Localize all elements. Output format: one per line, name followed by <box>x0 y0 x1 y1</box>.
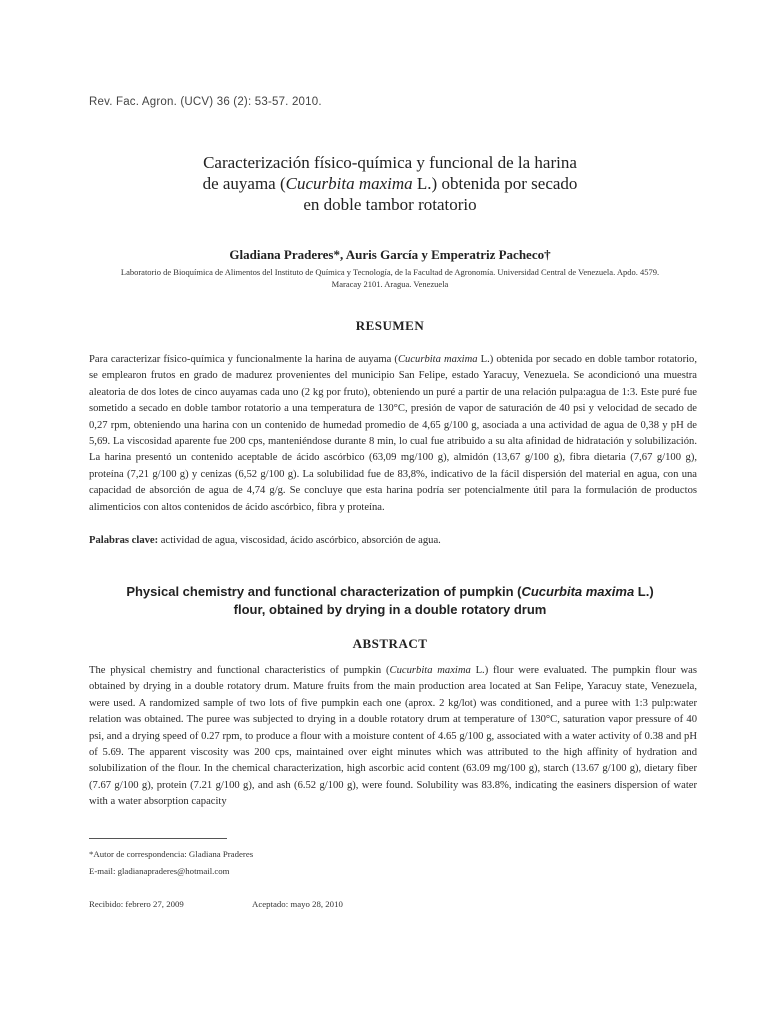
scientific-name: Cucurbita maxima <box>389 665 471 676</box>
resumen-paragraph <box>89 352 697 516</box>
keywords-label: Palabras clave: <box>89 535 159 546</box>
resumen-text: L.) obtenida por secado en doble tambor rotatorio, se emplearon frutos en grado de madurez provenientes del municipio San Felipe, estado Yaracuy, Venezuela. Se acondicionó una muestra aleatoria de dos lotes de cinco auyamas cada uno (2 kg por fruto), obteniendo un puré a partir de una relación pulpa:agua de 1:3. Este puré fue sometido a secado en doble tambor rotatorio a una temperatura de 130°C, presión de vapor de saturación de 40 psi y velocidad de secado de 0,27 rpm, obteniendo una harina con un contenido de humedad promedio de 4,65 g/100 g, asociada a una actividad de agua de 0,38 y pH de 5,69. La viscosidad aparente fue 200 cps, manteniéndose durante 8 min, lo cual fue atribuido a su alta afinidad de hidratación y solubilización. La harina presentó un contenido aceptable de ácido ascórbico (63,09 mg/100 g), almidón (13,67 g/100 g), fibra dietaria (7,67 g/100 g), proteína (7,21 g/100 g) y cenizas (6,52 g/100 g). La solubilidad fue de 83,8%, indicativo de la fácil dispersión del material en agua, con una capacidad de absorción de agua de 4,74 g/g. Se concluye que esta harina podría ser potencialmente útil para la formulación de productos alimenticios con altos contenidos de ácido ascórbico, fibra y proteína. <box>89 354 697 513</box>
affiliation: Laboratorio de Bioquímica de Alimentos del Instituto de Química y Tecnología, de la Facultad de Agronomía. Universidad Central de Venezuela. Apdo. 4579. Maracay 2101. Aragua. Venezuela <box>120 267 660 289</box>
article-title-es <box>100 152 680 215</box>
title-line-2 <box>100 173 680 194</box>
keywords <box>89 533 697 549</box>
title-en-text: Physical chemistry and functional characterization of pumpkin ( <box>126 584 522 599</box>
scientific-name: Cucurbita maxima <box>397 354 478 365</box>
scientific-name: Cucurbita maxima <box>285 174 413 193</box>
scientific-name: Cucurbita maxima <box>521 584 635 599</box>
authors: Gladiana Praderes*, Auris García y Emperatriz Pacheco† <box>229 247 551 262</box>
resumen-text: Para caracterizar físico-química y funcionalmente la harina de auyama ( <box>89 354 398 365</box>
title-en-text: L.) <box>634 584 654 599</box>
abstract-text: L.) flour were evaluated. The pumpkin flour was obtained by drying in a double rotatory drum. Mature fruits from the main production area located at San Felipe, Yaracuy state, Venezuela, were used. A randomized sample of two lots of five pumpkin each one (aprox. 2 kg/lot) was conditioned, and a puree with 1:3 pulp:water relation was obtained. The puree was subjected to drying in a double rotatory drum at temperature of 130°C, saturation vapor pressure of 40 psi, and a drying speed of 0.27 rpm, to produce a flour with a moisture content of 4.65 g/100 g, associated with a water activity of 0.38 and pH of 5.69. The apparent viscosity was 200 cps, maintained over eight minutes which was attributed to the high affinity of hydration and solubilization of the flour. In the chemical characterization, high ascorbic acid content (63.09 mg/100 g), starch (13.67 g/100 g), dietary fiber (7.67 g/100 g), protein (7.21 g/100 g), and ash (6.52 g/100 g), were found. Solubility was 83.8%, indicating the easiners dispersion of water with a water absorption capacity <box>89 665 698 808</box>
abstract-text: The physical chemistry and functional characteristics of pumpkin ( <box>89 665 390 676</box>
abstract-heading: ABSTRACT <box>352 636 428 651</box>
resumen-heading: RESUMEN <box>355 318 425 333</box>
footnote-email: E-mail: gladianapraderes@hotmail.com <box>89 866 230 876</box>
date-received: Recibido: febrero 27, 2009 <box>89 899 184 909</box>
date-accepted: Aceptado: mayo 28, 2010 <box>252 899 343 909</box>
title-line-3: en doble tambor rotatorio <box>303 195 477 214</box>
journal-reference: Rev. Fac. Agron. (UCV) 36 (2): 53-57. 2010. <box>89 96 322 108</box>
footnote-author: *Autor de correspondencia: Gladiana Praderes <box>89 849 254 859</box>
abstract-paragraph <box>89 663 697 811</box>
article-title-en <box>80 583 700 619</box>
keywords-text: actividad de agua, viscosidad, ácido ascórbico, absorción de agua. <box>158 535 441 546</box>
title-text: L.) obtenida por secado <box>412 174 578 193</box>
footnote-divider <box>89 838 227 839</box>
title-en-line-1 <box>80 583 700 601</box>
title-en-line-2: flour, obtained by drying in a double rotatory drum <box>233 602 547 617</box>
title-line-1: Caracterización físico-química y funcional de la harina <box>203 153 577 172</box>
title-text: de auyama ( <box>202 174 286 193</box>
